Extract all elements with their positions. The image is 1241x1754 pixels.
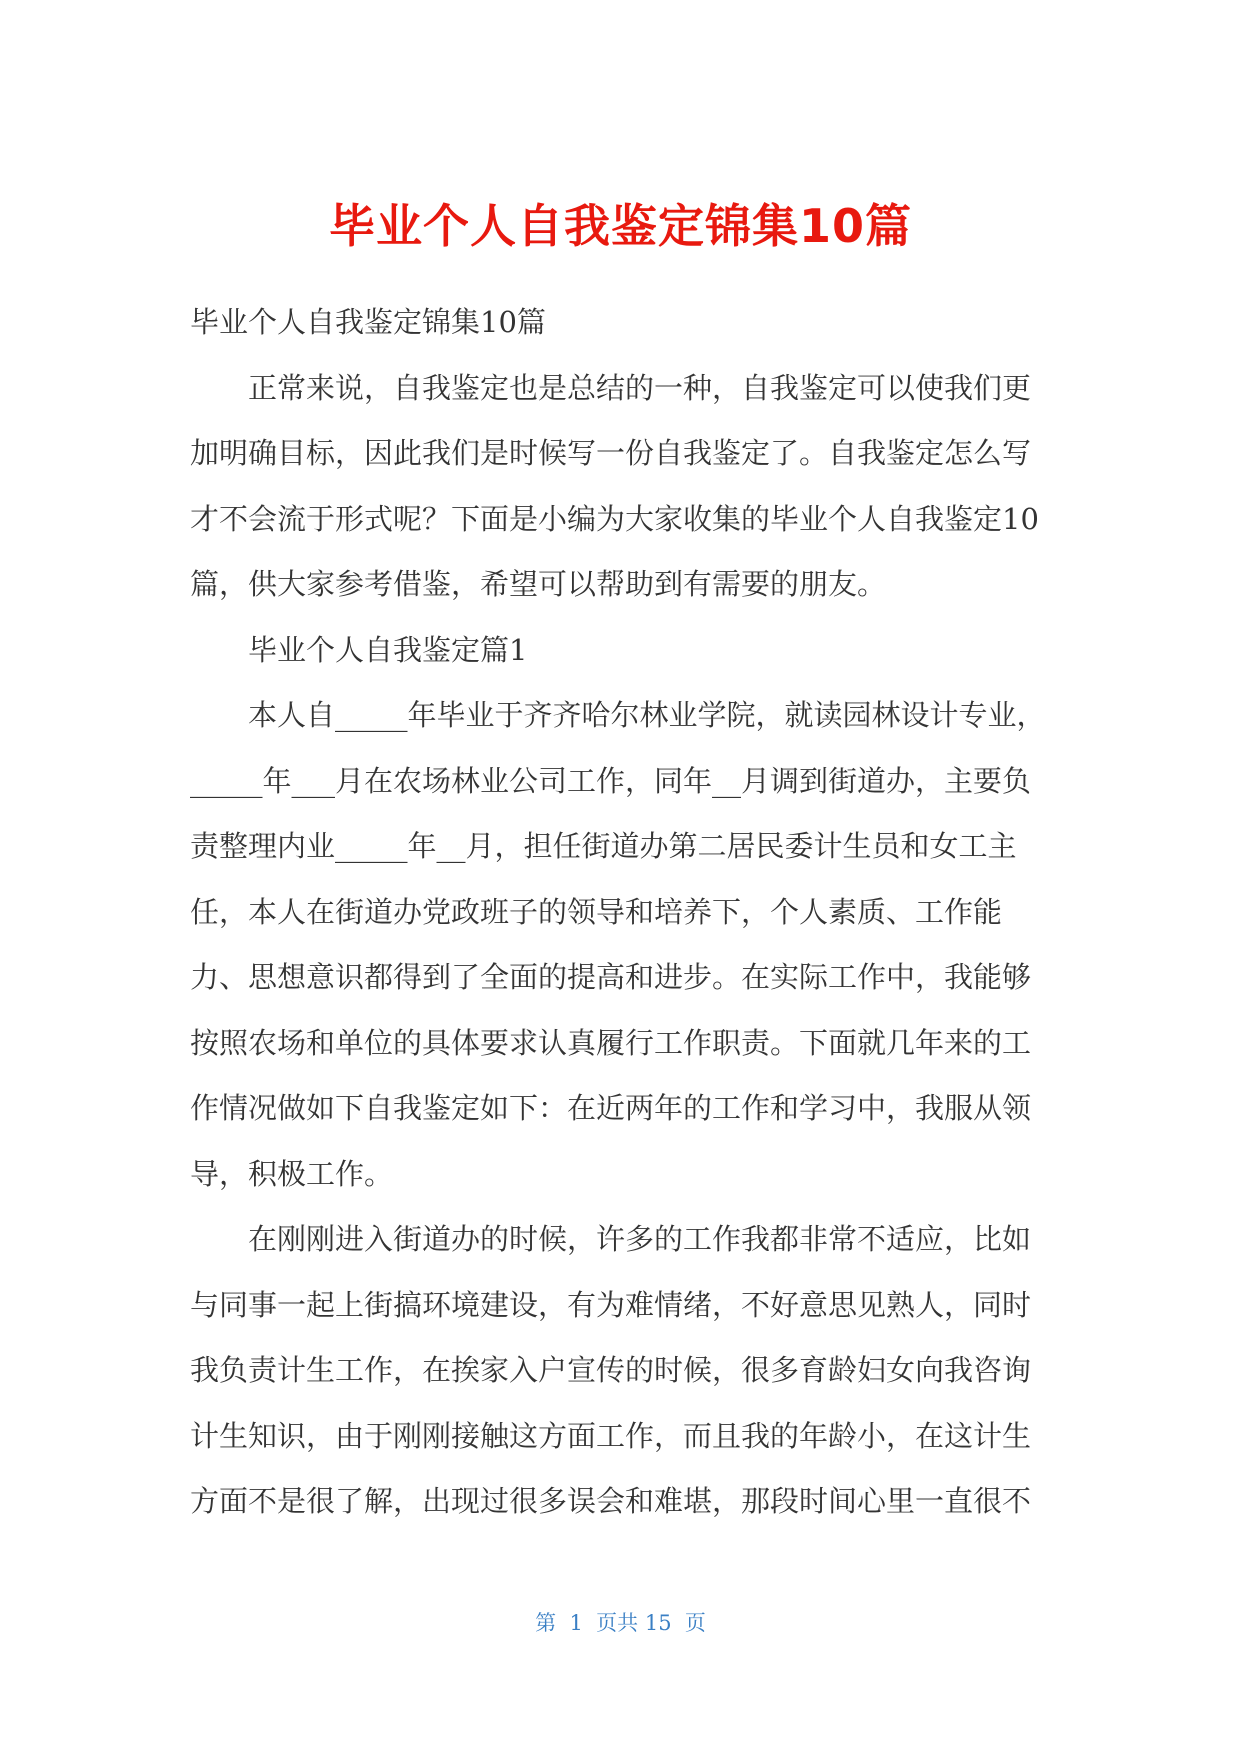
subtitle-line: 毕业个人自我鉴定锦集10篇 xyxy=(190,305,546,339)
document-title: 毕业个人自我鉴定锦集10篇 xyxy=(328,199,912,253)
body-line: 本人自_____年毕业于齐齐哈尔林业学院，就读园林设计专业， xyxy=(248,698,1046,732)
body-line: 篇，供大家参考借鉴，希望可以帮助到有需要的朋友。 xyxy=(190,567,887,601)
body-line: 才不会流于形式呢？下面是小编为大家收集的毕业个人自我鉴定10 xyxy=(190,501,1039,536)
body-line: 任，本人在街道办党政班子的领导和培养下，个人素质、工作能 xyxy=(190,894,1003,929)
body-line: 与同事一起上街搞环境建设，有为难情绪，不好意思见熟人，同时 xyxy=(190,1287,1032,1322)
page-number-footer: 第 1 页共 15 页 xyxy=(535,1611,706,1635)
body-line: 正常来说，自我鉴定也是总结的一种，自我鉴定可以使我们更 xyxy=(248,370,1032,405)
body-line: 在刚刚进入街道办的时候，许多的工作我都非常不适应，比如 xyxy=(248,1222,1032,1256)
body-line: 导，积极工作。 xyxy=(190,1156,394,1191)
body-line: 按照农场和单位的具体要求认真履行工作职责。下面就几年来的工 xyxy=(190,1025,1032,1060)
body-line: 力、思想意识都得到了全面的提高和进步。在实际工作中，我能够 xyxy=(190,960,1032,994)
body-line: 方面不是很了解，出现过很多误会和难堪，那段时间心里一直很不 xyxy=(190,1484,1032,1518)
body-line: 计生知识，由于刚刚接触这方面工作，而且我的年龄小，在这计生 xyxy=(190,1418,1032,1453)
body-line: 加明确目标，因此我们是时候写一份自我鉴定了。自我鉴定怎么写 xyxy=(190,436,1032,470)
section-heading: 毕业个人自我鉴定篇1 xyxy=(248,632,528,667)
body-line: 作情况做如下自我鉴定如下：在近两年的工作和学习中，我服从领 xyxy=(190,1091,1032,1125)
body-line: 责整理内业_____年__月，担任街道办第二居民委计生员和女工主 xyxy=(190,829,1017,863)
body-line: 我负责计生工作，在挨家入户宣传的时候，很多育龄妇女向我咨询 xyxy=(190,1353,1032,1387)
body-line: _____年___月在农场林业公司工作，同年__月调到街道办，主要负 xyxy=(190,763,1032,798)
document-body xyxy=(190,290,1060,1535)
